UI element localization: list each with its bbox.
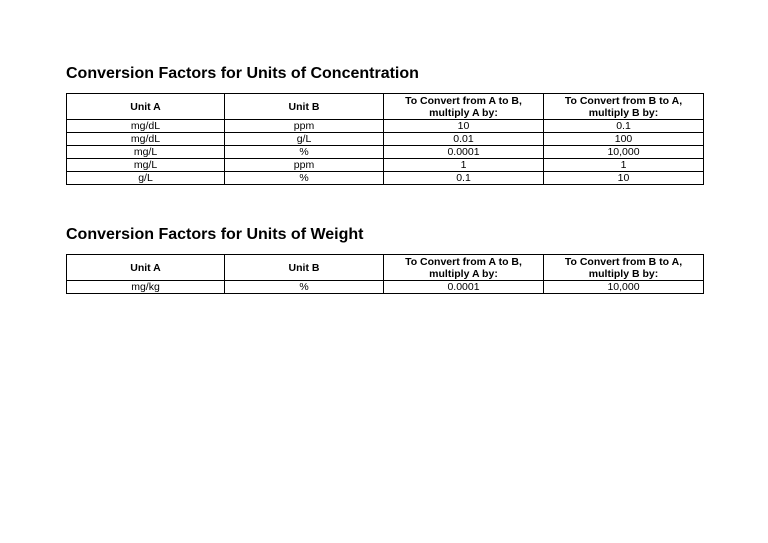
header-unit-a: Unit A (67, 255, 225, 281)
header-a-to-b-line1: To Convert from A to B, (405, 255, 522, 268)
header-unit-a: Unit A (67, 94, 225, 120)
table-row (67, 120, 704, 133)
cell-unit-a: mg/kg (67, 281, 225, 294)
table-row (67, 172, 704, 185)
concentration-table (66, 93, 704, 185)
cell-unit-a: mg/L (67, 159, 225, 172)
cell-unit-b: % (225, 281, 384, 294)
cell-b-to-a: 100 (544, 133, 704, 146)
weight-table (66, 254, 704, 294)
cell-unit-b: g/L (225, 133, 384, 146)
header-row (67, 94, 704, 120)
cell-unit-b: ppm (225, 159, 384, 172)
cell-a-to-b: 1 (384, 159, 544, 172)
header-b-to-a-line1: To Convert from B to A, (564, 94, 683, 107)
cell-a-to-b: 0.0001 (384, 281, 544, 294)
header-b-to-a-line2: multiply B by: (588, 106, 659, 119)
cell-b-to-a: 10,000 (544, 281, 704, 294)
concentration-title: Conversion Factors for Units of Concentration (66, 65, 419, 82)
header-row (67, 255, 704, 281)
cell-unit-b: ppm (225, 120, 384, 133)
header-unit-b: Unit B (225, 255, 384, 281)
header-a-to-b (384, 94, 544, 120)
header-b-to-a (544, 94, 704, 120)
cell-b-to-a: 0.1 (544, 120, 704, 133)
cell-a-to-b: 0.0001 (384, 146, 544, 159)
concentration-section (66, 65, 704, 185)
cell-a-to-b: 0.1 (384, 172, 544, 185)
header-b-to-a (544, 255, 704, 281)
header-b-to-a-line1: To Convert from B to A, (564, 255, 683, 268)
header-b-to-a-line2: multiply B by: (588, 267, 659, 280)
header-a-to-b-line2: multiply A by: (429, 267, 498, 280)
cell-unit-b: % (225, 172, 384, 185)
table-row (67, 133, 704, 146)
cell-unit-a: mg/dL (67, 133, 225, 146)
cell-b-to-a: 10,000 (544, 146, 704, 159)
cell-unit-b: % (225, 146, 384, 159)
table-row (67, 281, 704, 294)
table-row (67, 159, 704, 172)
cell-a-to-b: 10 (384, 120, 544, 133)
header-a-to-b-line1: To Convert from A to B, (405, 94, 522, 107)
header-a-to-b (384, 255, 544, 281)
cell-a-to-b: 0.01 (384, 133, 544, 146)
cell-unit-a: g/L (67, 172, 225, 185)
cell-b-to-a: 1 (544, 159, 704, 172)
weight-section (66, 226, 704, 294)
cell-unit-a: mg/dL (67, 120, 225, 133)
weight-title: Conversion Factors for Units of Weight (66, 226, 364, 243)
cell-unit-a: mg/L (67, 146, 225, 159)
header-unit-b: Unit B (225, 94, 384, 120)
header-a-to-b-line2: multiply A by: (429, 106, 498, 119)
table-row (67, 146, 704, 159)
cell-b-to-a: 10 (544, 172, 704, 185)
